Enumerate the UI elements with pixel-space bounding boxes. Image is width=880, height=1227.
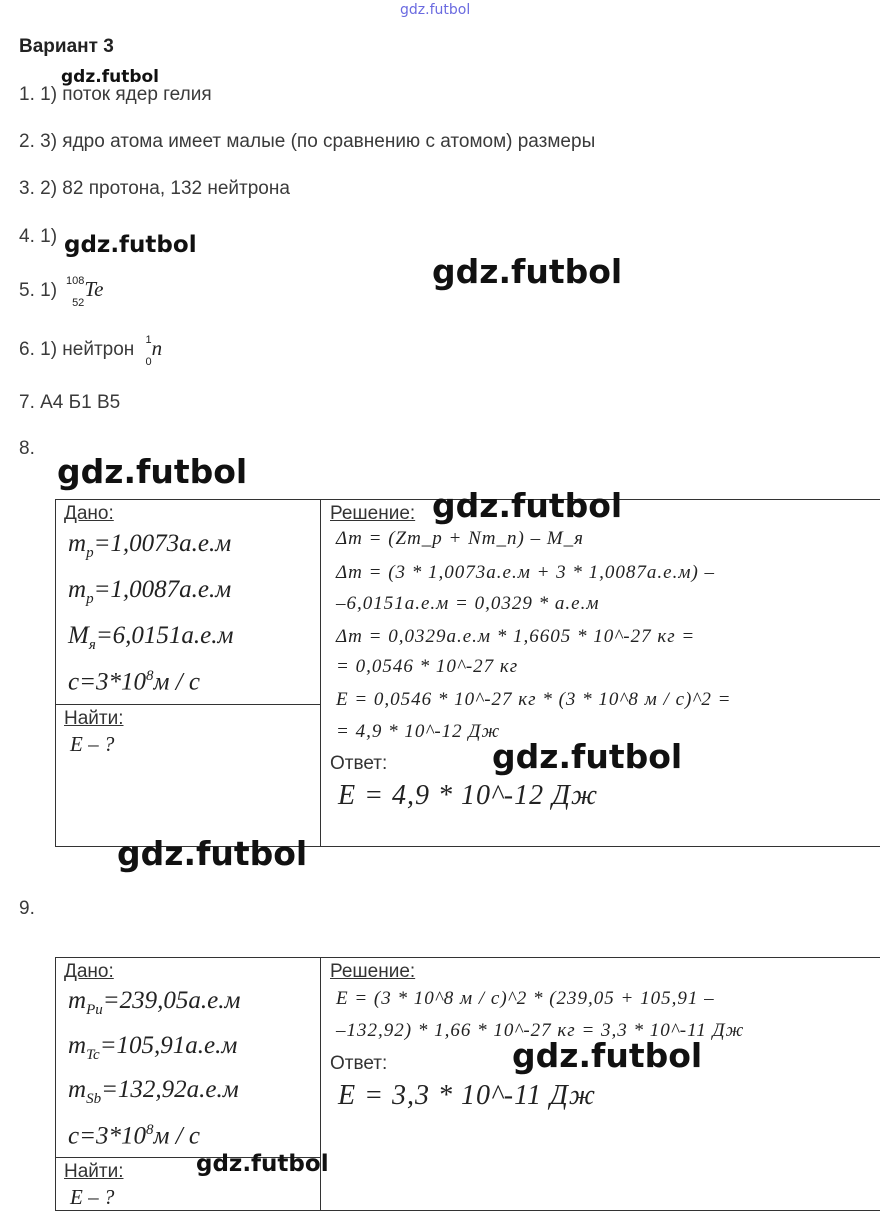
given-value: =105,91а.е.м [99, 1032, 238, 1059]
answer-1: 1. 1) поток ядер гелия [19, 84, 212, 105]
watermark: gdz.futbol [432, 486, 623, 525]
task8-solution-line-4: Δm = 0,0329а.е.м * 1,6605 * 10^-27 кг = [336, 626, 696, 647]
given-sub: Pu [86, 1002, 103, 1018]
nuclide-charge: 52 [72, 296, 85, 309]
given-sym: c [68, 1122, 80, 1150]
task8-solution-line-6: E = 0,0546 * 10^-27 кг * (3 * 10^8 м / с)^2 = [336, 689, 732, 710]
given-value: =132,92а.е.м [101, 1076, 239, 1103]
task8-find-label [64, 708, 124, 730]
task9-answer-label: Ответ: [330, 1053, 388, 1074]
answer-7: 7. А4 Б1 В5 [19, 392, 121, 413]
task9-solution-line-2: –132,92) * 1,66 * 10^-27 кг = 3,3 * 10^-11 Дж [336, 1020, 745, 1041]
task8-answer: E = 4,9 * 10^-12 Дж [338, 780, 598, 811]
task8-given-2 [68, 576, 231, 608]
given-unit: м / с [153, 668, 200, 696]
given-sub: Sb [86, 1091, 102, 1107]
given-sym: m [68, 576, 87, 603]
given-sub: p [86, 545, 94, 561]
nuclide-te [62, 274, 85, 309]
answer-9: 9. [19, 898, 35, 919]
task8-given-divider [55, 704, 321, 705]
task8-given-4 [68, 668, 200, 696]
given-sym: m [68, 1032, 87, 1059]
watermark: gdz.futbol [432, 252, 623, 291]
task9-answer: E = 3,3 * 10^-11 Дж [338, 1080, 596, 1111]
given-sym: m [68, 530, 87, 557]
nuclide-symbol: Te [84, 277, 104, 301]
task8-solution-line-2: Δm = (3 * 1,0073а.е.м + 3 * 1,0087а.е.м) – [336, 562, 716, 583]
watermark-top: gdz.futbol [400, 2, 471, 18]
task8-solution-line-1: Δm = (Zm_p + Nm_n) – M_я [336, 528, 585, 549]
variant-title: Вариант 3 [19, 36, 114, 57]
answer-6 [19, 333, 163, 368]
given-value: =1,0073а.е.м [93, 530, 232, 557]
nuclide-symbol: n [151, 336, 163, 360]
watermark: gdz.futbol [61, 67, 159, 87]
watermark: gdz.futbol [64, 232, 197, 258]
answer-4: 4. 1) [19, 226, 58, 247]
answer-8: 8. [19, 438, 35, 459]
given-sub: я [88, 637, 96, 653]
task9-solution-line-1: E = (3 * 10^8 м / с)^2 * (239,05 + 105,91 – [336, 988, 715, 1009]
answer-5 [19, 274, 104, 309]
watermark: gdz.futbol [117, 834, 308, 873]
given-sub: Tc [86, 1047, 100, 1063]
task8-divider [320, 499, 321, 847]
given-unit: м / с [153, 1122, 200, 1150]
task8-given-3 [68, 622, 233, 654]
given-sup: 8 [145, 1122, 154, 1138]
task8-given-label [64, 503, 114, 525]
given-value: =239,05а.е.м [102, 987, 241, 1014]
watermark: gdz.futbol [492, 737, 683, 776]
given-sym: m [68, 1076, 87, 1103]
task9-solution-label [330, 961, 415, 983]
task8-solution-line-3: –6,0151а.е.м = 0,0329 * а.е.м [336, 593, 600, 614]
find-label-text: Найти: [64, 1161, 124, 1182]
answer-6-prefix: 6. 1) нейтрон [19, 339, 135, 360]
watermark: gdz.futbol [57, 452, 248, 491]
answer-2: 2. 3) ядро атома имеет малые (по сравнению с атомом) размеры [19, 131, 596, 152]
answer-5-prefix: 5. 1) [19, 280, 58, 301]
given-value: =1,0087а.е.м [93, 576, 232, 603]
task8-solution-line-5: = 0,0546 * 10^-27 кг [336, 656, 519, 677]
task9-given-label [64, 961, 114, 983]
given-sym: m [68, 987, 87, 1014]
task9-given-3 [68, 1076, 239, 1108]
given-sym: c [68, 668, 80, 696]
given-sup: 8 [145, 668, 154, 684]
given-label-text: Дано: [64, 961, 114, 982]
task9-given-4 [68, 1122, 200, 1150]
task9-given-2 [68, 1032, 237, 1064]
solution-label-text: Решение: [330, 503, 416, 524]
task9-find-label [64, 1161, 124, 1183]
given-label-text: Дано: [64, 503, 114, 524]
given-sub: p [86, 591, 94, 607]
task8-solution-line-7: = 4,9 * 10^-12 Дж [336, 721, 501, 742]
nuclide-mass: 1 [145, 333, 152, 346]
given-value: =3*10 [79, 1122, 146, 1150]
watermark: gdz.futbol [512, 1036, 703, 1075]
nuclide-n [140, 333, 152, 368]
task8-find: E – ? [70, 732, 115, 756]
task9-given-1 [68, 987, 240, 1019]
find-label-text: Найти: [64, 708, 124, 729]
answer-3: 3. 2) 82 протона, 132 нейтрона [19, 178, 290, 199]
nuclide-mass: 108 [65, 274, 85, 287]
task8-answer-label: Ответ: [330, 753, 388, 774]
task8-given-1 [68, 530, 231, 562]
watermark: gdz.futbol [196, 1151, 329, 1177]
task9-find: E – ? [70, 1185, 115, 1209]
solution-label-text: Решение: [330, 961, 416, 982]
given-value: =6,0151а.е.м [95, 622, 234, 649]
task8-solution-label [330, 503, 415, 525]
given-value: =3*10 [79, 668, 146, 696]
given-sym: M [68, 622, 89, 649]
nuclide-charge: 0 [145, 355, 152, 368]
